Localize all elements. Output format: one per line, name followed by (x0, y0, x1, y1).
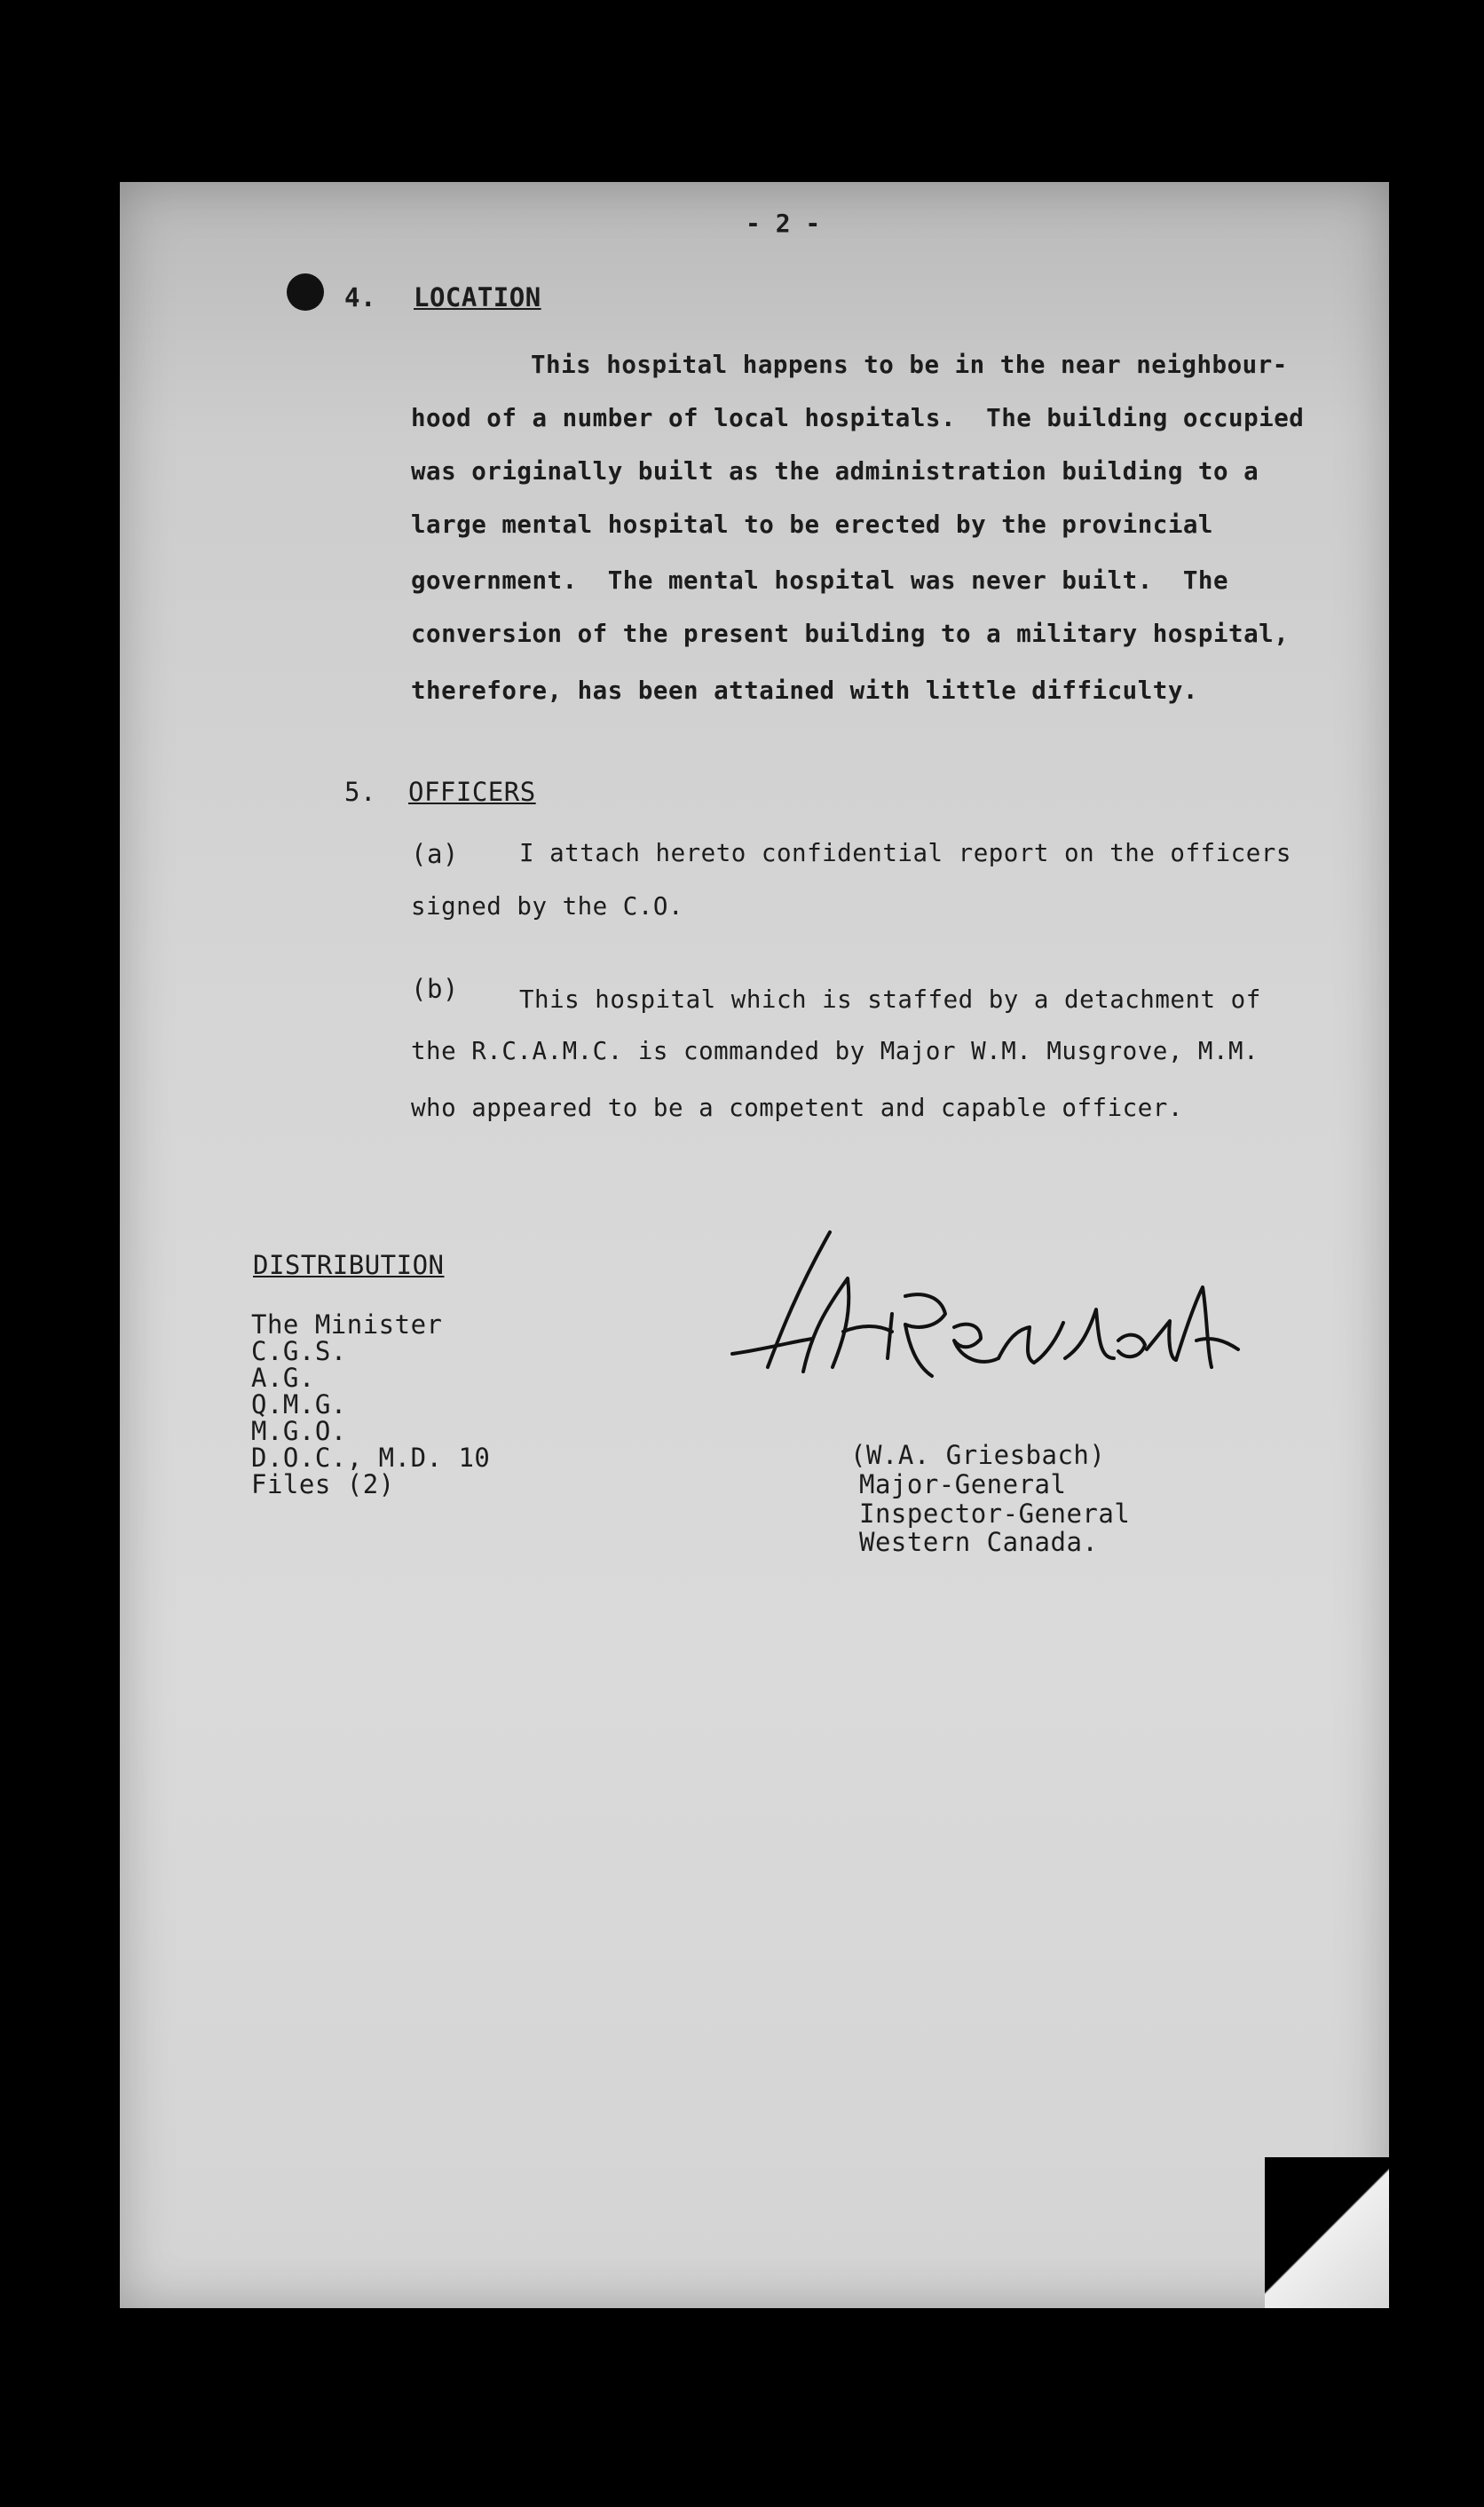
item-a-label: (a) (411, 839, 459, 869)
item-a-line: I attach hereto confidential report on the officers (519, 839, 1291, 867)
section-4-line: This hospital happens to be in the near neighbour- (531, 351, 1288, 379)
distribution-item: C.G.S. (251, 1336, 347, 1366)
item-b-line: who appeared to be a competent and capable officer. (411, 1094, 1183, 1122)
item-b-line: This hospital which is staffed by a detachment of (519, 985, 1261, 1014)
handwritten-signature (728, 1225, 1243, 1403)
distribution-item: A.G. (251, 1363, 315, 1393)
distribution-heading: DISTRIBUTION (253, 1250, 445, 1280)
section-4-line: hood of a number of local hospitals. The building occupied (411, 404, 1305, 432)
signatory-line: (W.A. Griesbach) (850, 1440, 1106, 1470)
section-5-number: 5. (344, 777, 376, 807)
distribution-item: Files (2) (251, 1469, 395, 1499)
distribution-item: The Minister (251, 1309, 443, 1340)
distribution-item: Q.M.G. (251, 1389, 347, 1420)
signatory-line: Western Canada. (859, 1527, 1099, 1557)
item-b-label: (b) (411, 974, 459, 1004)
section-5-heading: OFFICERS (408, 777, 536, 807)
section-4-number: 4. (344, 282, 376, 312)
item-a-line: signed by the C.O. (411, 892, 684, 921)
section-4-line: large mental hospital to be erected by the provincial (411, 510, 1213, 539)
section-4-line: was originally built as the administration building to a (411, 457, 1259, 486)
punch-hole (287, 273, 324, 311)
signatory-line: Inspector-General (859, 1499, 1131, 1529)
distribution-item: D.O.C., M.D. 10 (251, 1443, 491, 1473)
section-4-line: conversion of the present building to a military hospital, (411, 620, 1290, 648)
page-number: - 2 - (746, 209, 821, 238)
distribution-item: M.G.O. (251, 1416, 347, 1446)
signatory-line: Major-General (859, 1469, 1067, 1499)
folded-corner (1265, 2157, 1389, 2308)
section-4-line: government. The mental hospital was never built. The (411, 566, 1229, 595)
item-b-line: the R.C.A.M.C. is commanded by Major W.M. Musgrove, M.M. (411, 1037, 1259, 1065)
section-4-line: therefore, has been attained with little difficulty. (411, 676, 1198, 705)
section-4-heading: LOCATION (414, 282, 541, 312)
